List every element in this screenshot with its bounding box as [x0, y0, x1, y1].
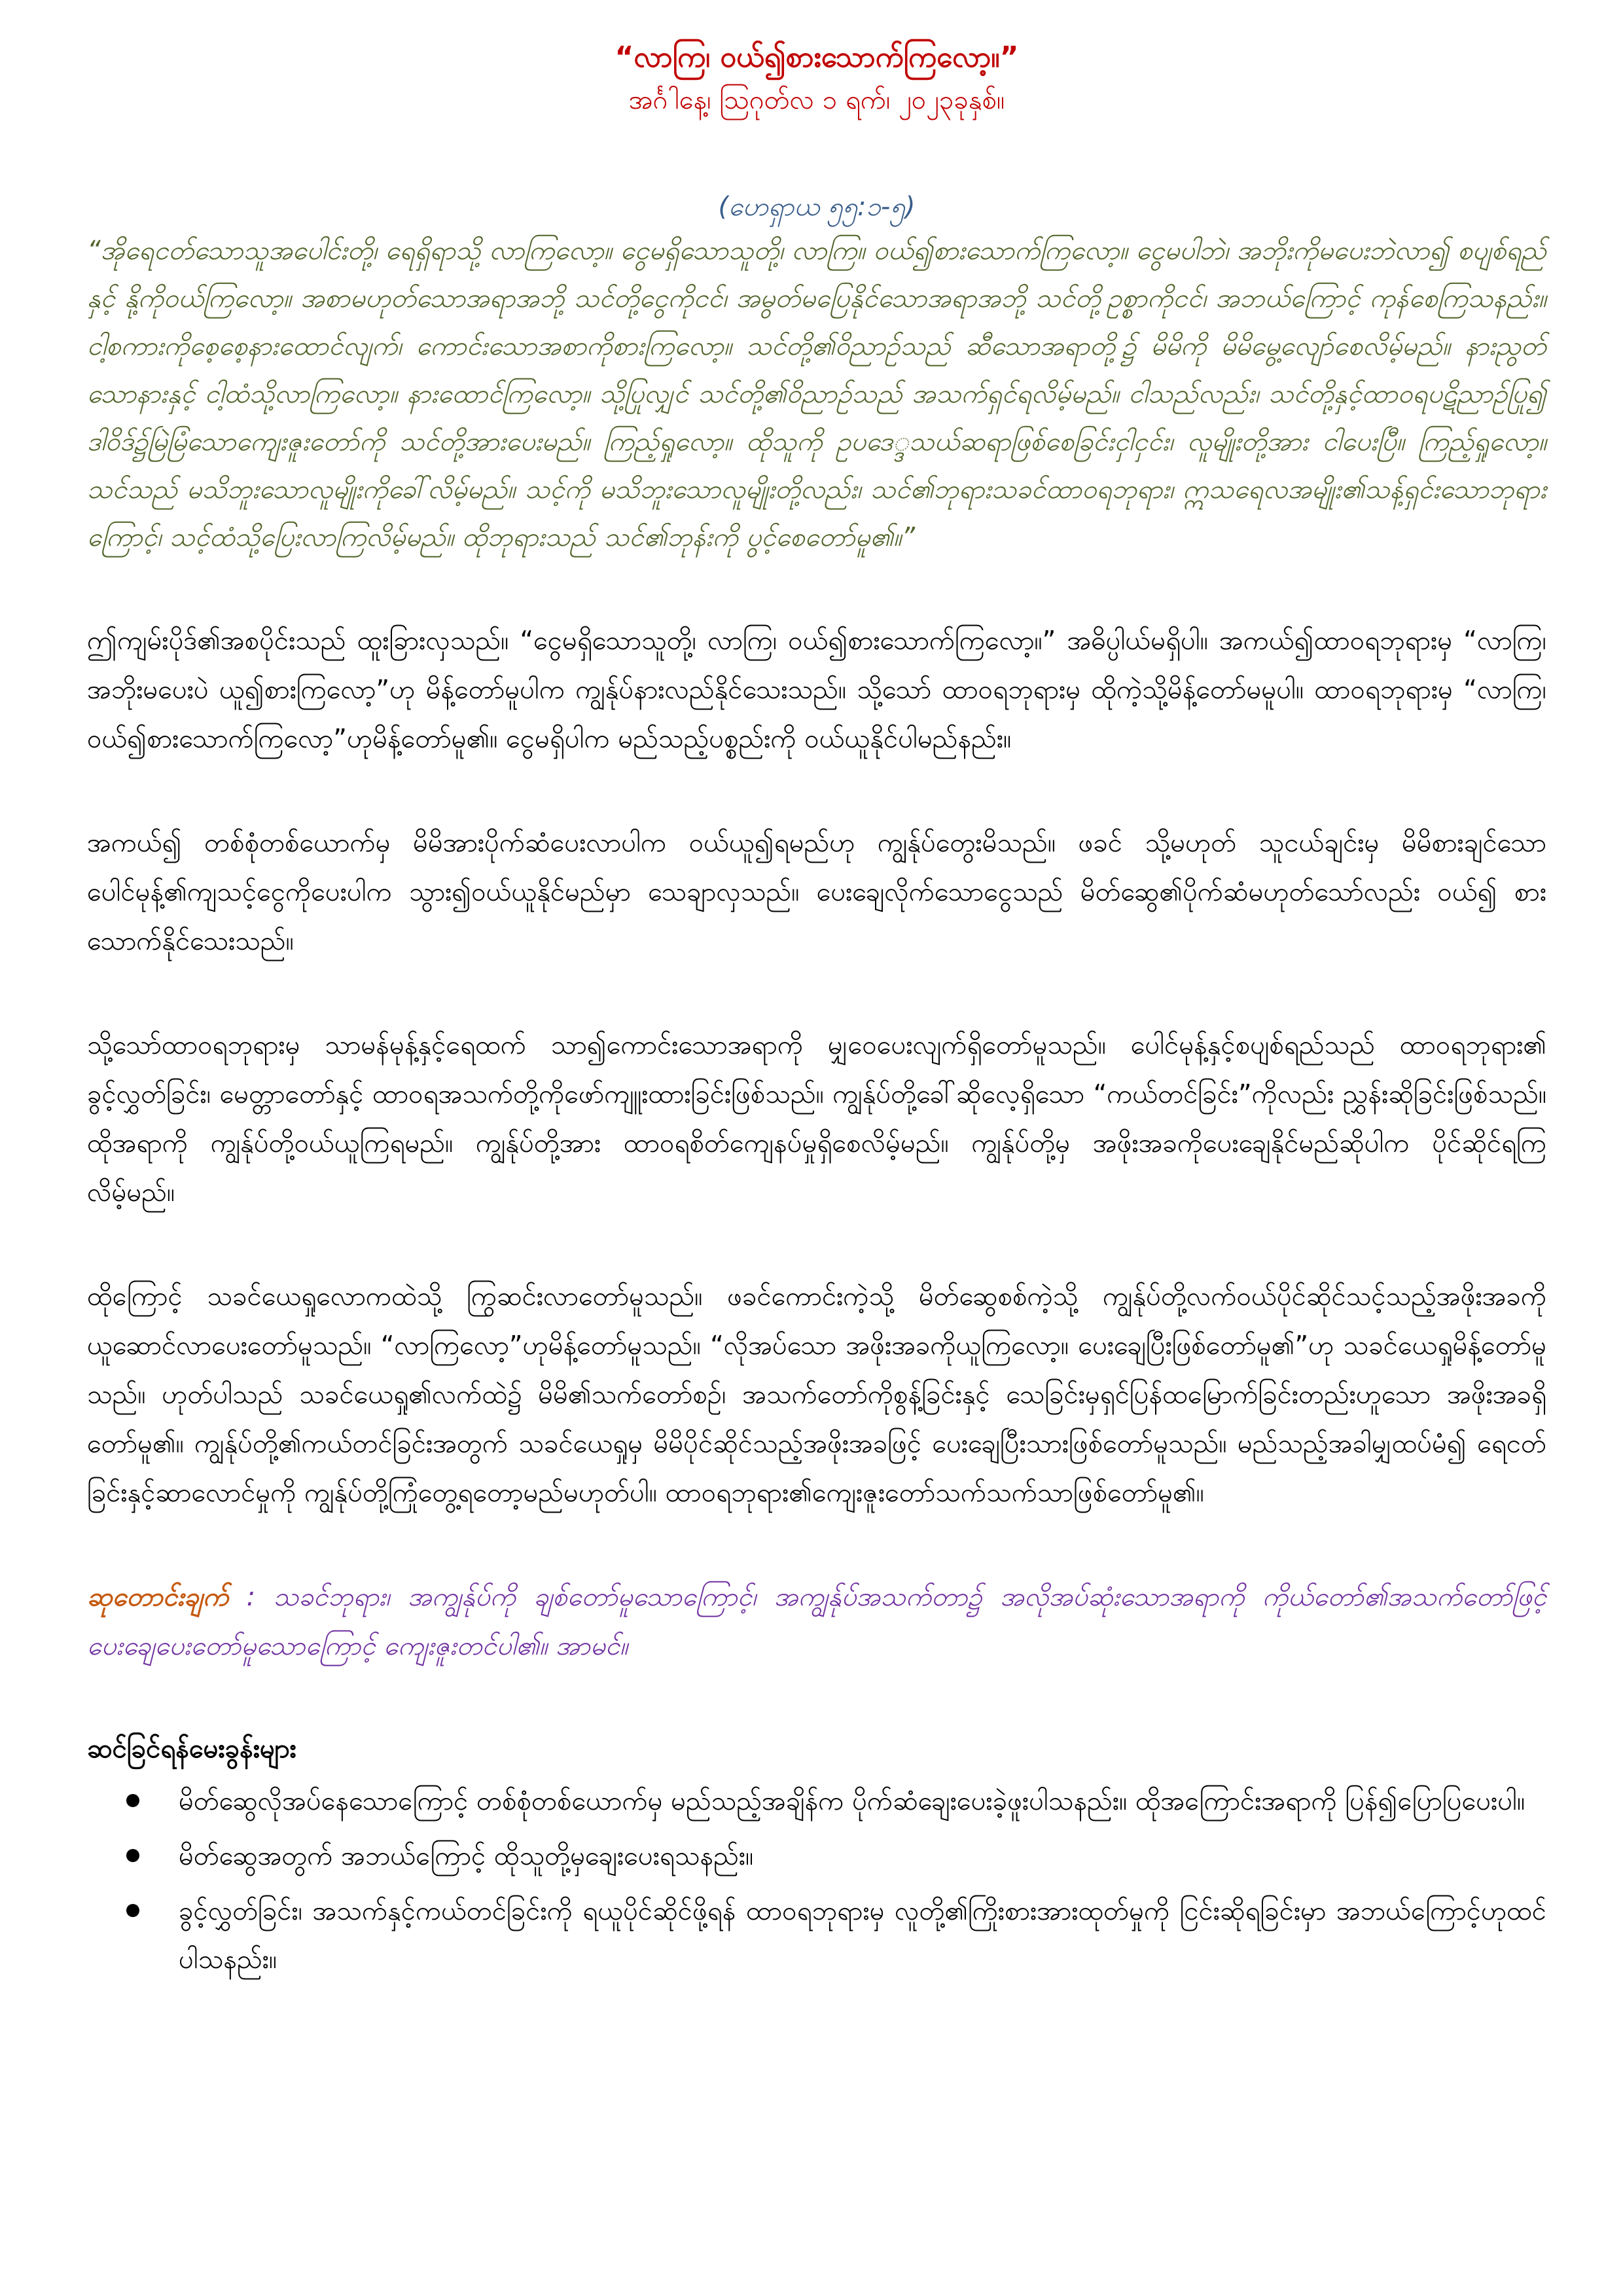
list-item [179, 1832, 1546, 1880]
body-paragraph-1: ဤကျမ်းပိုဒ်၏အစပိုင်းသည် ထူးခြားလှသည်။ “ငွေမရှိသောသူတို့၊ လာကြ၊ ဝယ်၍စားသောက်ကြလော့။” အဓိပ္ပါယ်မရှိပါ။ အကယ်၍ထာဝရဘုရားမှ “လာကြ၊ အဘိုးမပေးပဲ ယူ၍စားကြလော့”ဟု မိန့်တော်မူပါက ကျွန်ုပ်နားလည်နိုင်သေးသည်။ သို့သော် ထာဝရဘုရားမှ ထိုကဲ့သို့မိန့်တော်မမူပါ။ ထာဝရဘုရားမှ “လာကြ၊ ဝယ်၍စားသောက်ကြလော့”ဟုမိန့်တော်မူ၏။ ငွေမရှိပါက မည်သည့်ပစ္စည်းကို ဝယ်ယူနိုင်ပါမည်နည်း။ [87, 626, 1546, 754]
prayer-label: ဆုတောင်းချက် [87, 1582, 229, 1612]
prayer-separator: : [246, 1582, 256, 1612]
body-paragraph-2: အကယ်၍ တစ်စုံတစ်ယောက်မှ မိမိအားပိုက်ဆံပေးလာပါက ဝယ်ယူ၍ရမည်ဟု ကျွန်ုပ်တွေးမိသည်။ ဖခင် သို့မဟုတ် သူငယ်ချင်းမှ မိမိစားချင်သော ပေါင်မုန့်၏ကျသင့်ငွေကိုပေးပါက သွား၍ဝယ်ယူနိုင်မည်မှာ သေချာလှသည်။ ပေးချေလိုက်သောငွေသည် မိတ်ဆွေ၏ပိုက်ဆံမဟုတ်သော်လည်း ဝယ်၍ စားသောက်နိုင်သေးသည်။ [87, 828, 1546, 956]
devotional-date: အင်္ဂါနေ့၊ ဩဂုတ်လ ၁ ရက်၊ ၂၀၂၃ခုနှစ်။ [628, 85, 1005, 115]
scripture-reference: (ဟေရှာယ ၅၅:၁-၅) [718, 192, 916, 222]
questions-list [87, 1777, 1546, 1984]
devotional-title: “လာကြ၊ ဝယ်၍စားသောက်ကြလော့။” [615, 41, 1019, 74]
scripture-text: “အိုရေငတ်သောသူအပေါင်းတို့၊ ရေရှိရာသို့ လာကြလော့။ ငွေမရှိသောသူတို့၊ လာကြ။ ဝယ်၍စားသောက်ကြလော့။ ငွေမပါဘဲ၊ အဘိုးကိုမပေးဘဲလာ၍ စပျစ်ရည်နှင့် နို့ကိုဝယ်ကြလော့။ အစာမဟုတ်သောအရာအဘို့ သင်တို့ငွေကိုငင်၊ အမွတ်မပြေနိုင်သောအရာအဘို့ သင်တို့ဥစ္စာကိုငင်၊ အဘယ်ကြောင့် ကုန်စေကြသနည်း။ ငါ့စကားကိုစေ့စေ့နားထောင်လျက်၊ ကောင်းသောအစာကိုစားကြလော့။ သင်တို့၏ဝိညာဉ်သည် ဆီသောအရာတို့၌ မိမိကို မိမိမွေ့လျော်စေလိမ့်မည်။ နားညွတ်သောနားနှင့် ငါ့ထံသို့လာကြလော့။ နားထောင်ကြလော့။ သို့ပြုလျှင် သင်တို့၏ဝိညာဉ်သည် အသက်ရှင်ရလိမ့်မည်။ ငါသည်လည်း၊ သင်တို့နှင့်ထာဝရပဋိညာဉ်ပြု၍ ဒါဝိဒ်၌မြဲမြံသောကျေးဇူးတော်ကို သင်တို့အားပေးမည်။ ကြည့်ရှုလော့။ ထိုသူကို ဥပဒေ္ဒသယ်ဆရာဖြစ်စေခြင်းငှါငှင်း၊ လူမျိုးတို့အား ငါပေးပြီ။ ကြည့်ရှုလော့။ သင်သည် မသိဘူးသောလူမျိုးကိုခေါ်လိမ့်မည်။ သင့်ကို မသိဘူးသောလူမျိုးတို့လည်း၊ သင်၏ဘုရားသခင်ထာဝရဘုရား၊ ဣသရေလအမျိုး၏သန့်ရှင်းသောဘုရားကြောင့်၊ သင့်ထံသို့ပြေးလာကြလိမ့်မည်။ ထိုဘုရားသည် သင်၏ဘုန်းကို ပွင့်စေတော်မူ၏။” [87, 236, 1546, 552]
body-paragraph-4: ထိုကြောင့် သခင်ယေရှုလောကထဲသို့ ကြွဆင်းလာတော်မူသည်။ ဖခင်ကောင်းကဲ့သို့ မိတ်ဆွေစစ်ကဲ့သို့ ကျွန်ုပ်တို့လက်ဝယ်ပိုင်ဆိုင်သင့်သည့်အဖိုးအခကို ယူဆောင်လာပေးတော်မူသည်။ “လာကြလော့”ဟုမိန့်တော်မူသည်။ “လိုအပ်သော အဖိုးအခကိုယူကြလော့။ ပေးချေပြီးဖြစ်တော်မူ၏”ဟု သခင်ယေရှုမိန့်တော်မူသည်။ ဟုတ်ပါသည် သခင်ယေရှု၏လက်ထဲ၌ မိမိ၏သက်တော်စဉ်၊ အသက်တော်ကိုစွန့်ခြင်းနှင့် သေခြင်းမှရှင်ပြန်ထမြောက်ခြင်းတည်းဟူသော အဖိုးအခရှိတော်မူ၏။ ကျွန်ုပ်တို့၏ကယ်တင်ခြင်းအတွက် သခင်ယေရှုမှ မိမိပိုင်ဆိုင်သည့်အဖိုးအခဖြင့် ပေးချေပြီးသားဖြစ်တော်မူသည်။ မည်သည့်အခါမျှထပ်မံ၍ ရေငတ်ခြင်းနှင့်ဆာလောင်မှုကို ကျွန်ုပ်တို့ကြုံတွေ့ရတော့မည်မဟုတ်ပါ။ ထာဝရဘုရား၏ကျေးဇူးတော်သက်သက်သာဖြစ်တော်မူ၏။ [87, 1282, 1546, 1508]
questions-heading: ဆင်ခြင်ရန်မေးခွန်းများ [87, 1734, 296, 1764]
question-text: ခွင့်လွှတ်ခြင်း၊ အသက်နှင့်ကယ်တင်ခြင်းကို ရယူပိုင်ဆိုင်ဖို့ရန် ထာဝရဘုရားမှ လူတို့၏ကြိုးစားအားထုတ်မှုကို ငြင်းဆိုရခြင်းမှာ အဘယ်ကြောင့်ဟုထင်ပါသနည်း။ [179, 1896, 1546, 1975]
list-item [179, 1887, 1546, 1984]
bullet-icon [126, 1794, 139, 1807]
prayer-section [87, 1573, 1546, 1671]
bullet-icon [126, 1904, 139, 1917]
question-text: မိတ်ဆွေအတွက် အဘယ်ကြောင့် ထိုသူတို့မှချေးပေးရသနည်း။ [179, 1841, 754, 1871]
list-item [179, 1777, 1546, 1825]
bullet-icon [126, 1849, 139, 1862]
prayer-text: သခင်ဘုရား၊ အကျွန်ုပ်ကို ချစ်တော်မူသောကြောင့်၊ အကျွန်ုပ်အသက်တာ၌ အလိုအပ်ဆုံးသောအရာကို ကိုယ်တော်၏အသက်တော်ဖြင့် ပေးချေပေးတော်မူသောကြောင့် ကျေးဇူးတင်ပါ၏။ အာမင်။ [87, 1582, 1547, 1661]
body-paragraph-3: သို့သော်ထာဝရဘုရားမှ သာမန်မုန့်နှင့်ရေထက် သာ၍ကောင်းသောအရာကို မျှဝေပေးလျက်ရှိတော်မူသည်။ ပေါင်မုန့်နှင့်စပျစ်ရည်သည် ထာဝရဘုရား၏ ခွင့်လွှတ်ခြင်း၊ မေတ္တာတော်နှင့် ထာဝရအသက်တို့ကိုဖော်ကျူးထားခြင်းဖြစ်သည်။ ကျွန်ုပ်တို့ခေါ်ဆိုလေ့ရှိသော “ကယ်တင်ခြင်း”ကိုလည်း ညွှန်းဆိုခြင်းဖြစ်သည်။ ထိုအရာကို ကျွန်ုပ်တို့ဝယ်ယူကြရမည်။ ကျွန်ုပ်တို့အား ထာဝရစိတ်ကျေနပ်မှုရှိစေလိမ့်မည်။ ကျွန်ုပ်တို့မှ အဖိုးအခကိုပေးချေနိုင်မည်ဆိုပါက ပိုင်ဆိုင်ရကြလိမ့်မည်။ [87, 1030, 1546, 1208]
devotional-page [87, 36, 1546, 1990]
question-text: မိတ်ဆွေလိုအပ်နေသောကြောင့် တစ်စုံတစ်ယောက်မှ မည်သည့်အချိန်က ပိုက်ဆံချေးပေးခဲ့ဖူးပါသနည်း။ ထိုအကြောင်းအရာကို ပြန်၍ပြောပြပေးပါ။ [179, 1786, 1525, 1816]
